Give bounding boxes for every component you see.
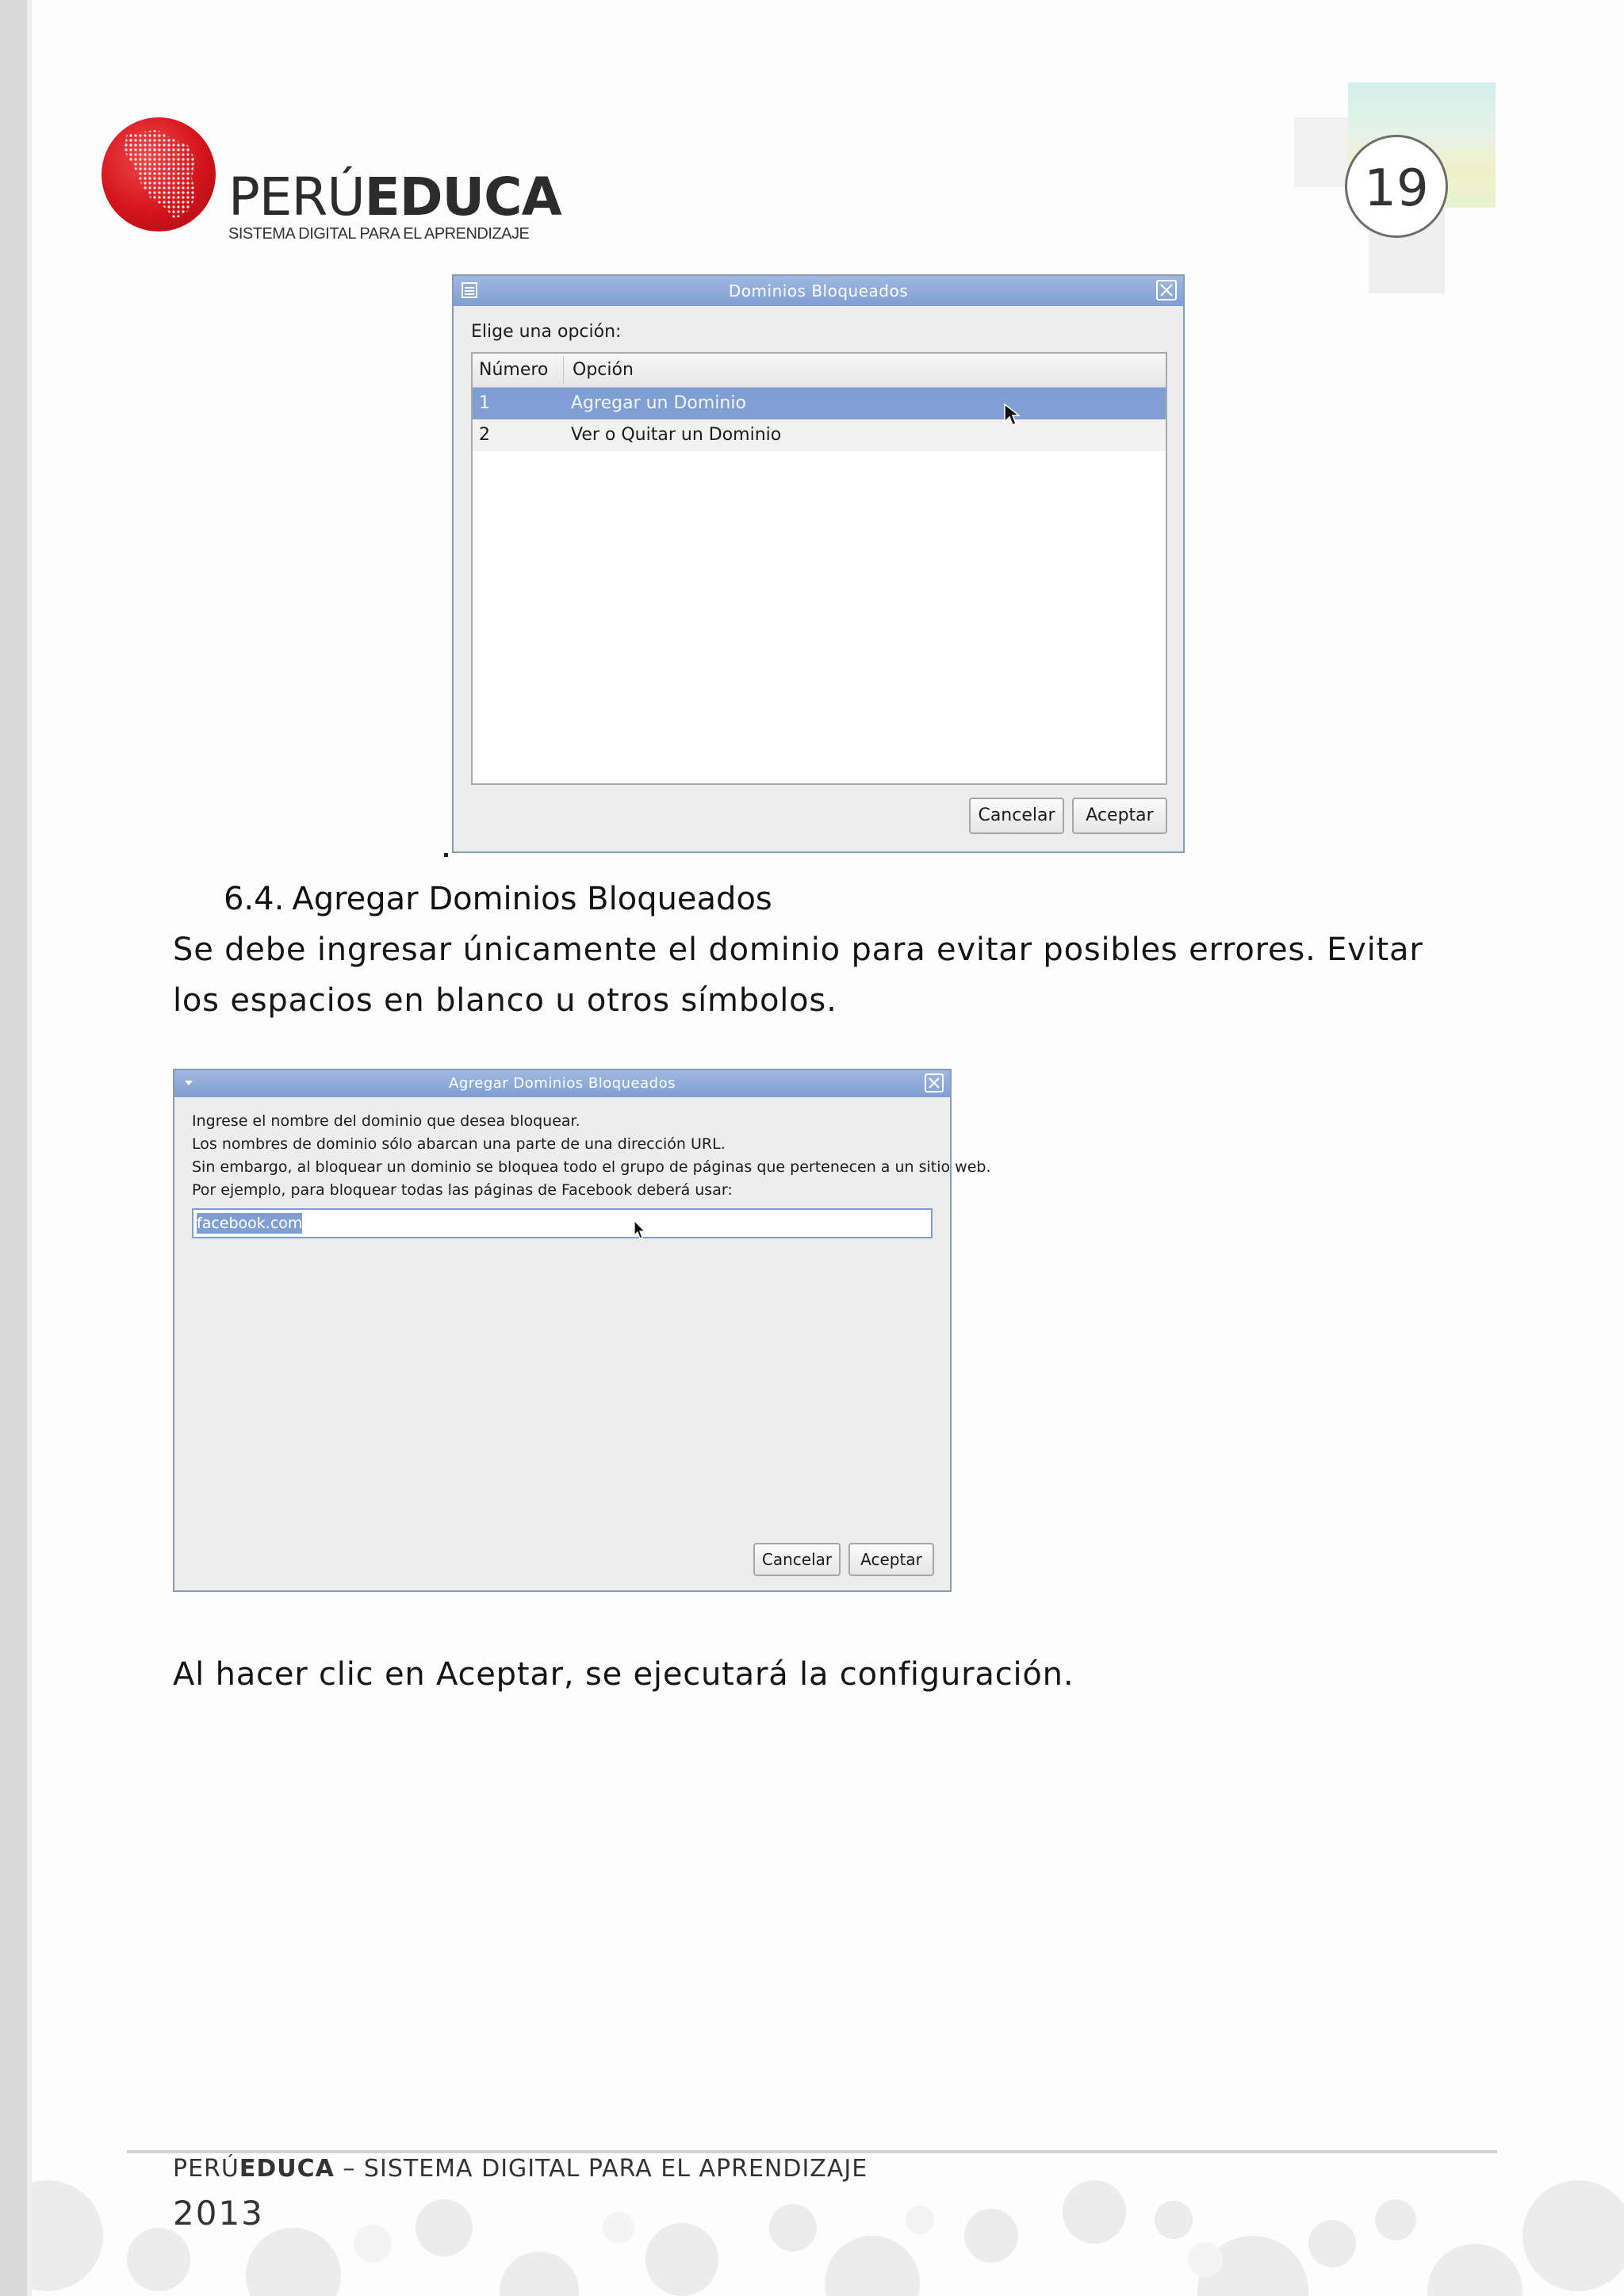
dialog-titlebar	[454, 276, 1183, 306]
list-item-view-remove-domain[interactable]	[473, 419, 1166, 451]
section-paragraph: Se debe ingresar únicamente el dominio para evitar posibles errores. Evitar los espacios en blanco u otros símbolos.	[173, 932, 1423, 1019]
footer-brand: PERÚEDUCA – SISTEMA DIGITAL PARA EL APRENDIZAJE	[173, 2155, 868, 2183]
mouse-cursor-icon	[633, 1219, 647, 1240]
instruction-line: Los nombres de dominio sólo abarcan una parte de una dirección URL.	[192, 1135, 726, 1153]
logo-tagline: SISTEMA DIGITAL PARA EL APRENDIZAJE	[228, 225, 530, 243]
mouse-cursor-icon	[1003, 403, 1021, 427]
section-number: 6.4.	[224, 881, 285, 917]
close-icon[interactable]	[925, 1073, 944, 1093]
accept-button[interactable]: Aceptar	[1072, 798, 1167, 834]
domain-input-value: facebook.com	[197, 1215, 303, 1232]
dialog-title: Agregar Dominios Bloqueados	[449, 1075, 676, 1092]
options-list[interactable]	[471, 352, 1167, 785]
dialog-title: Dominios Bloqueados	[728, 281, 909, 300]
section-title: Agregar Dominios Bloqueados	[292, 881, 772, 917]
footer-year: 2013	[173, 2194, 264, 2233]
left-margin-shade	[27, 0, 32, 2296]
list-header	[473, 354, 1166, 388]
instruction-line: Por ejemplo, para bloquear todas las páginas de Facebook deberá usar:	[192, 1181, 733, 1199]
peru-map-icon	[102, 117, 216, 232]
add-blocked-domains-dialog	[173, 1069, 991, 1592]
column-header-option[interactable]: Opción	[573, 360, 634, 380]
window-menu-icon[interactable]	[462, 282, 477, 298]
window-menu-icon[interactable]	[184, 1080, 193, 1086]
cancel-button[interactable]: Cancelar	[969, 798, 1064, 834]
perueduca-logo	[102, 117, 561, 244]
dialog-titlebar	[174, 1070, 950, 1097]
column-header-number[interactable]: Número	[479, 360, 549, 380]
closing-paragraph: Al hacer clic en Aceptar, se ejecutará la configuración.	[173, 1656, 1074, 1693]
list-item-add-domain[interactable]	[473, 388, 1166, 419]
cancel-button[interactable]: Cancelar	[753, 1543, 841, 1576]
option-prompt: Elige una opción:	[471, 322, 622, 342]
blocked-domains-dialog	[452, 274, 1185, 853]
stray-mark	[444, 853, 448, 857]
instructions-text	[192, 1110, 991, 1202]
domain-input[interactable]	[192, 1208, 933, 1238]
close-icon[interactable]	[1156, 280, 1177, 300]
left-margin-bar	[0, 0, 27, 2296]
list-item-option: Agregar un Dominio	[571, 393, 746, 413]
instruction-line: Ingrese el nombre del dominio que desea bloquear.	[192, 1112, 580, 1130]
list-item-number: 2	[479, 425, 490, 445]
page-number: 19	[1345, 135, 1448, 238]
section-heading	[224, 877, 772, 921]
column-divider	[563, 357, 564, 384]
instruction-line: Sin embargo, al bloquear un dominio se bloquea todo el grupo de páginas que pertenecen a un sitio web.	[192, 1158, 991, 1176]
list-item-option: Ver o Quitar un Dominio	[571, 425, 782, 445]
accept-button[interactable]: Aceptar	[848, 1543, 934, 1576]
logo-wordmark: PERÚEDUCA	[228, 166, 561, 228]
list-item-number: 1	[479, 393, 490, 413]
